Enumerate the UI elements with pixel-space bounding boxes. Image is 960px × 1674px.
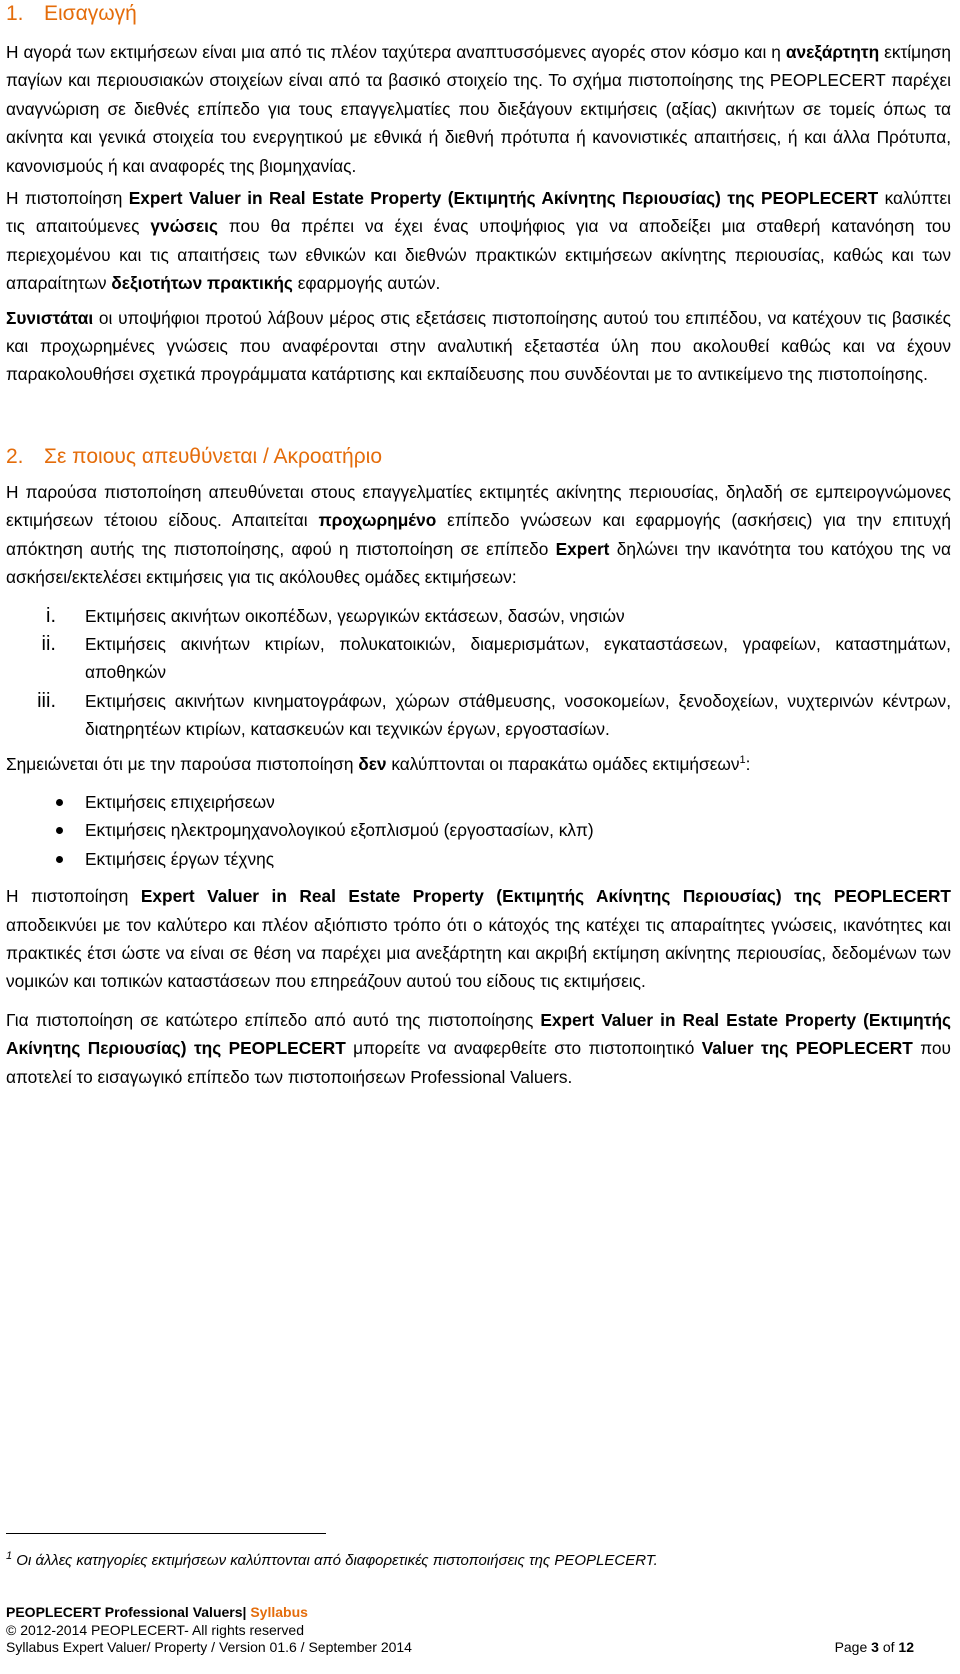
section-1-title: Εισαγωγή	[44, 2, 137, 25]
list-item-text: Εκτιμήσεις ακινήτων κτιρίων, πολυκατοικιών, διαμερισμάτων, εγκαταστάσεων, γραφείων, καταστημάτων, αποθηκών	[85, 633, 951, 683]
section-1-heading	[6, 0, 951, 28]
text-run: εφαρμογής αυτών.	[292, 273, 441, 294]
bullet-icon	[56, 799, 63, 806]
footer-brand: PEOPLECERT Professional Valuers	[6, 1604, 243, 1620]
text-run: δηλώνει την ικανότητα του κατόχου της να ασκήσει/εκτελέσει εκτιμήσεις για τις ακόλουθες ομάδες εκτιμήσεων:	[6, 538, 951, 588]
bullet-text: Εκτιμήσεις έργων τέχνης	[85, 848, 275, 869]
bullet-item	[6, 845, 951, 873]
text-run: επίπεδο γνώσεων και εφαρμογής (ασκήσεις) για την επιτυχή απόκτηση αυτής της πιστοποίησης, αφού η πιστοποίηση σε επίπεδο	[6, 510, 951, 559]
bold-text: προχωρημένο	[318, 510, 437, 531]
footnote-text: Οι άλλες κατηγορίες εκτιμήσεων καλύπτονται από διαφορετικές πιστοποιήσεις της PEOPLECERT.	[16, 1552, 658, 1569]
intro-paragraph-1	[6, 38, 951, 180]
bullet-icon	[56, 856, 63, 863]
page-of: of	[878, 1639, 899, 1655]
text-run: εκτίμηση παγίων και περιουσιακών στοιχείων είναι από τα βασικό στοιχείο της. Το σχήμα πιστοποίησης της PEOPLECERT παρέχει αναγνώριση σε διεθνές επίπεδο για τους επαγγελματίες που διεξάγουν εκτιμήσεις (αξίας) ακινήτων σε τομείς όπως τα ακίνητα και γενικά στοιχεία του ενεργητικού με εθνικά ή διεθνή πρότυπα ή κανονιστικές απαιτήσεις, ή και άλλα Πρότυπα, κανονισμούς ή και αναφορές της βιομηχανίας.	[6, 42, 951, 176]
bold-text: Expert Valuer in Real Estate Property (Εκτιμητής Ακίνητης Περιουσίας) της PEOPLECERT	[6, 1009, 951, 1059]
text-run: καλύπτονται οι παρακάτω ομάδες εκτιμήσεων	[386, 753, 740, 774]
list-item	[6, 602, 951, 630]
audience-paragraph-2	[6, 882, 951, 996]
evaluation-groups-list	[6, 602, 951, 744]
footer-separator: |	[242, 1604, 251, 1620]
text-run: :	[745, 753, 751, 774]
page-current: 3	[871, 1639, 879, 1655]
page-footer	[6, 1604, 914, 1657]
bold-text: γνώσεις	[150, 216, 218, 237]
bold-text: Expert Valuer in Real Estate Property (Εκτιμητής Ακίνητης Περιουσίας) της PEOPLECERT	[128, 188, 879, 209]
bullet-icon	[56, 827, 63, 834]
page-number	[835, 1639, 914, 1657]
footnote-ref: 1	[739, 753, 746, 766]
text-run: Η αγορά των εκτιμήσεων είναι μια από τις πλέον ταχύτερα αναπτυσσόμενες αγορές στον κόσμο και η	[6, 42, 786, 62]
intro-paragraph-2	[6, 184, 951, 298]
bold-text: Expert	[555, 538, 610, 559]
list-item-text: Εκτιμήσεις ακινήτων οικοπέδων, γεωργικών εκτάσεων, δασών, νησιών	[85, 605, 625, 626]
footer-syllabus: Syllabus	[250, 1604, 308, 1620]
bold-text: δεν	[358, 753, 387, 774]
list-marker: i.	[46, 604, 56, 627]
list-item	[6, 630, 951, 687]
footnote	[6, 1552, 658, 1569]
list-marker: iii.	[37, 689, 56, 712]
section-2-number: 2.	[6, 444, 24, 468]
bold-text: Expert Valuer in Real Estate Property (Εκτιμητής Ακίνητης Περιουσίας) της PEOPLECERT	[140, 886, 951, 907]
document-page	[6, 0, 951, 1091]
text-run: οι υποψήφιοι προτού λάβουν μέρος στις εξετάσεις πιστοποίησης αυτού του επιπέδου, να κατέχουν τις βασικές και προχωρημένες γνώσεις που αναφέρονται στην αναλυτική εξεταστέα ύλη που ακολουθεί καθώς και να έχουν παρακολουθήσει σχετικά προγράμματα κατάρτισης και εκπαίδευσης που συνδέονται με το αντικείμενο της πιστοποίησης.	[6, 307, 951, 385]
bold-text: ανεξάρτητη	[785, 42, 880, 62]
text-run: Η πιστοποίηση	[6, 886, 141, 907]
footnote-mark: 1	[6, 1550, 13, 1562]
audience-paragraph-1	[6, 478, 951, 592]
section-2-title: Σε ποιους απευθύνεται / Ακροατήριο	[44, 444, 383, 468]
list-item-text: Εκτιμήσεις ακινήτων κινηματογράφων, χώρων στάθμευσης, νοσοκομείων, ξενοδοχείων, νυχτερινών κέντρων, διατηρητέων κτιρίων, κατασκευών και τεχνικών έργων, εργοστασίων.	[85, 690, 951, 740]
bullet-text: Εκτιμήσεις ηλεκτρομηχανολογικού εξοπλισμού (εργοστασίων, κλπ)	[85, 820, 594, 841]
footer-line-1	[6, 1604, 914, 1622]
audience-paragraph-3	[6, 1006, 951, 1091]
bullet-text: Εκτιμήσεις επιχειρήσεων	[85, 791, 275, 812]
list-marker: ii.	[41, 632, 56, 655]
footnote-separator	[6, 1533, 326, 1534]
text-run: που αποτελεί το εισαγωγικό επίπεδο των πιστοποιήσεων Professional Valuers.	[6, 1038, 951, 1087]
list-item	[6, 687, 951, 744]
text-run: καλύπτει τις απαιτούμενες	[6, 188, 951, 237]
bold-text: δεξιοτήτων πρακτικής	[111, 273, 293, 294]
excluded-groups-note	[6, 750, 951, 778]
bullet-item	[6, 816, 951, 844]
text-run: Για πιστοποίηση σε κατώτερο επίπεδο από αυτό της πιστοποίησης	[6, 1009, 541, 1030]
text-run: Η παρούσα πιστοποίηση απευθύνεται στους επαγγελματίες εκτιμητές ακίνητης περιουσίας, δηλαδή σε εμπειρογνώμονες εκτιμήσεων τέτοιου είδους. Απαιτείται	[6, 481, 951, 531]
intro-paragraph-3	[6, 304, 951, 389]
text-run: αποδεικνύει με τον καλύτερο και πλέον αξιόπιστο τρόπο ότι ο κάτοχός της κατέχει τις απαραίτητες γνώσεις, ικανότητες και πρακτικές έτσι ώστε να είναι σε θέση να παρέχει μια ανεξάρτητη και ακριβή εκτίμηση ακίνητης περιουσίας, δεδομένων των νομικών και τοπικών καταστάσεων που επηρεάζουν αυτού του είδους τις εκτιμήσεις.	[6, 914, 951, 992]
text-run: που θα πρέπει να έχει ένας υποψήφιος για να αποδείξει μια σταθερή κατανόηση του περιεχομένου και τις απαιτήσεις των εθνικών και διεθνών πρακτικών εκτιμήσεων ακίνητης περιουσίας, καθώς και των απαραίτητων	[6, 216, 951, 294]
text-run: Σημειώνεται ότι με την παρούσα πιστοποίηση	[6, 753, 359, 774]
page-label: Page	[834, 1639, 872, 1655]
section-2-heading	[6, 443, 951, 471]
text-run: μπορείτε να αναφερθείτε στο πιστοποιητικό	[345, 1038, 702, 1059]
text-run: Η πιστοποίηση	[6, 188, 129, 209]
bold-text: Συνιστάται	[6, 307, 94, 328]
footer-version: Syllabus Expert Valuer/ Property / Version 01.6 / September 2014	[6, 1639, 412, 1655]
section-1-number: 1.	[6, 2, 24, 25]
bold-text: Valuer της PEOPLECERT	[701, 1038, 913, 1059]
excluded-groups-list	[6, 788, 951, 873]
page-total: 12	[898, 1639, 914, 1655]
footer-copyright: © 2012-2014 PEOPLECERT- All rights reserved	[6, 1621, 304, 1638]
bullet-item	[6, 788, 951, 816]
